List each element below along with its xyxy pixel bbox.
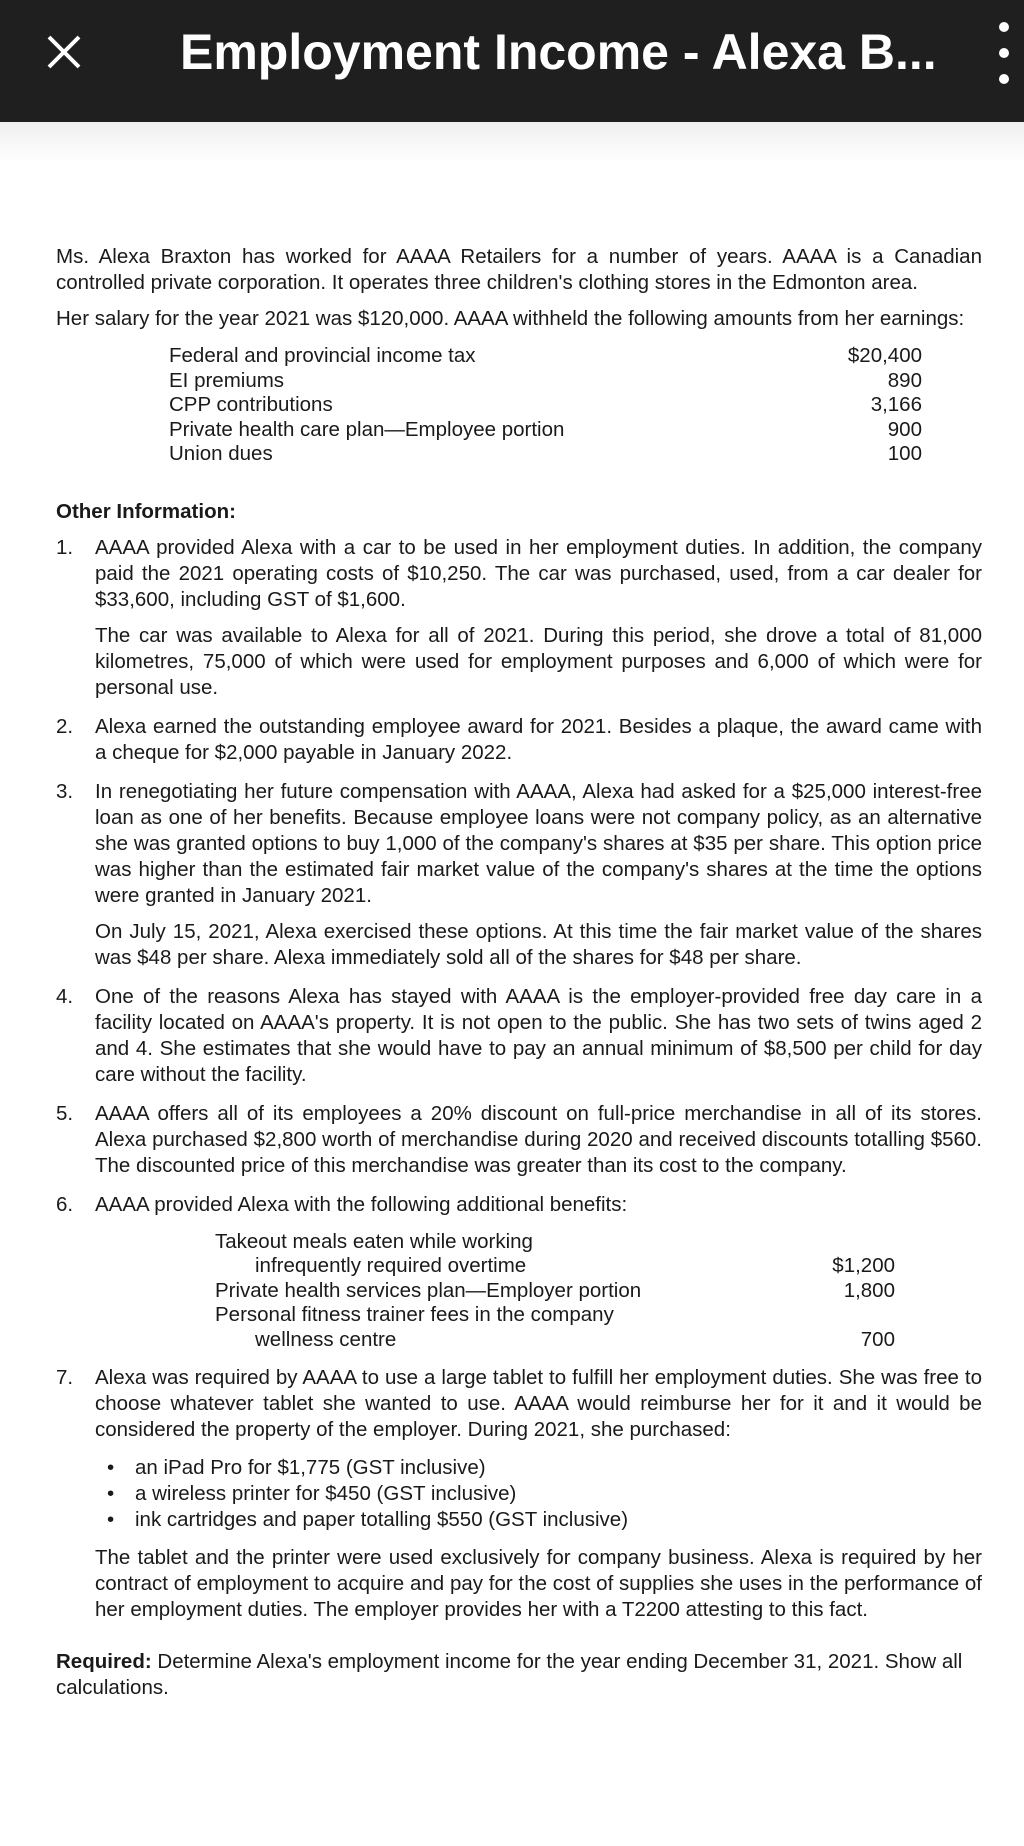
list-item: 4. One of the reasons Alexa has stayed with AAAA is the employer-provided free day care in a facility located on AAAA's property. It is not open to the public. She has two sets of twins aged 2 and 4. She estimates that she would have to pay an annual minimum of $8,500 per child for day care without the facility. [56, 984, 982, 1086]
salary-paragraph: Her salary for the year 2021 was $120,000. AAAA withheld the following amounts from her earnings: [56, 307, 965, 330]
list-item: 6. AAAA provided Alexa with the following additional benefits: Takeout meals eaten while working infrequently required overtime $1,200 Private health services plan—Employer portion 1,800 Personal fitness trainer fees in the company wellness centre 700 [56, 1192, 895, 1351]
required-statement: Required: Determine Alexa's employment income for the year ending December 31, 2021. Show all calculations. [56, 1650, 963, 1699]
document-content [56, 244, 982, 1701]
close-icon [44, 32, 84, 72]
intro-paragraph: Ms. Alexa Braxton has worked for AAAA Retailers for a number of years. AAAA is a Canadian controlled private corporation. It operates three children's clothing stores in the Edmonton area. [56, 245, 982, 294]
section-heading: Other Information: [56, 499, 236, 523]
benefits-table [215, 1230, 895, 1353]
close-button[interactable] [36, 20, 92, 84]
table-row: CPP contributions 3,166 [169, 393, 922, 416]
list-item: • an iPad Pro for $1,775 (GST inclusive) [95, 1455, 982, 1481]
table-row: Federal and provincial income tax $20,400 [169, 344, 922, 367]
list-item: • a wireless printer for $450 (GST inclusive) [95, 1481, 982, 1507]
list-item: 2. Alexa earned the outstanding employee award for 2021. Besides a plaque, the award came with a cheque for $2,000 payable in January 2022. [56, 714, 982, 764]
table-row: EI premiums 890 [169, 368, 922, 392]
list-item: 7. Alexa was required by AAAA to use a large tablet to fulfill her employment duties. She was free to choose whatever tablet she wanted to use. AAAA would reimburse her for it and it would be considered the property of the employer. During 2021, she purchased: • an iPad Pro for $1,775 (GST inclusive) • a wireless printer for $450 (GST inclusive) • ink cartridges and paper totalling $550 (GST inclusive) The tablet and the printer were used exclusively for company business. Alexa is required by her contract of employment to acquire and pay for the cost of supplies she uses in the performance of her employment duties. The employer provides her with a T2200 attesting to this fact. [56, 1365, 982, 1623]
more-vertical-icon [999, 22, 1009, 32]
more-options-button[interactable] [990, 22, 1018, 84]
table-row: Private health care plan—Employee portion 900 [169, 417, 922, 441]
app-bar [0, 0, 1024, 122]
deductions-table [169, 344, 922, 467]
list-item: • ink cartridges and paper totalling $550 (GST inclusive) [95, 1507, 982, 1533]
list-item: 3. In renegotiating her future compensation with AAAA, Alexa had asked for a $25,000 interest-free loan as one of her benefits. Because employee loans were not company policy, as an alternative she was granted options to buy 1,000 of the company's shares at $35 per share. This option price was higher than the estimated fair market value of the company's shares at the time the options were granted in January 2021. On July 15, 2021, Alexa exercised these options. At this time the fair market value of the shares was $48 per share. Alexa immediately sold all of the shares for $48 per share. [56, 779, 982, 969]
table-row: Takeout meals eaten while working [215, 1229, 533, 1253]
table-row: Personal fitness trainer fees in the company [215, 1303, 614, 1326]
table-row: Private health services plan—Employer portion 1,800 [215, 1278, 895, 1302]
table-row: wellness centre 700 [255, 1327, 895, 1351]
app-bar-shadow [0, 122, 1024, 162]
list-item: 5. AAAA offers all of its employees a 20% discount on full-price merchandise in all of its stores. Alexa purchased $2,800 worth of merchandise during 2020 and received discounts totalling $560. The discounted price of this merchandise was greater than its cost to the company. [56, 1101, 982, 1177]
table-row: infrequently required overtime $1,200 [255, 1254, 895, 1277]
table-row: Union dues 100 [169, 442, 922, 465]
purchase-list [95, 1455, 982, 1533]
list-item: 1. AAAA provided Alexa with a car to be used in her employment duties. In addition, the company paid the 2021 operating costs of $10,250. The car was purchased, used, from a car dealer for $33,600, including GST of $1,600. The car was available to Alexa for all of 2021. During this period, she drove a total of 81,000 kilometres, 75,000 of which were used for employment purposes and 6,000 of which were for personal use. [56, 535, 982, 699]
page-title: Employment Income - Alexa B... [180, 24, 937, 80]
